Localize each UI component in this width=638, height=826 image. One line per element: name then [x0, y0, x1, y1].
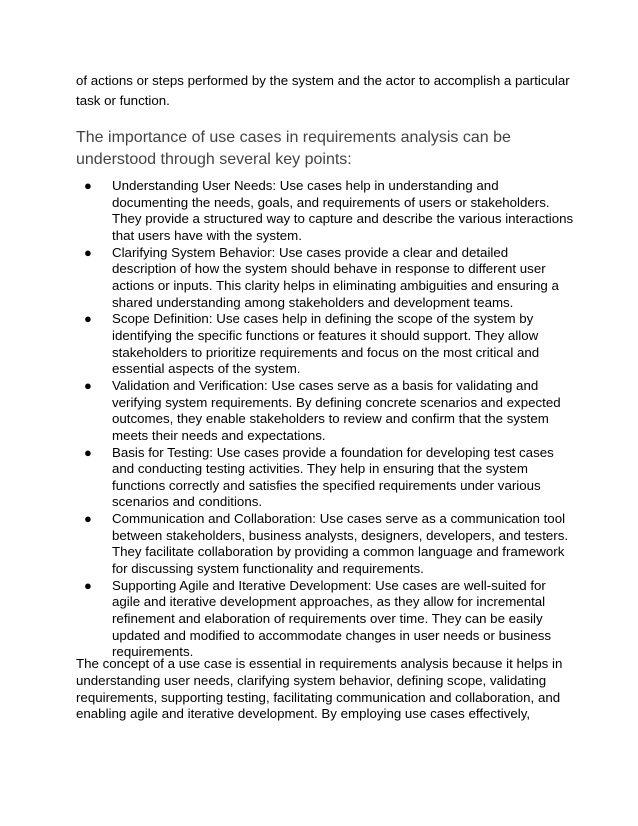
intro-paragraph: of actions or steps performed by the system and the actor to accomplish a particular task or function. [76, 73, 570, 108]
list-item [84, 378, 574, 445]
bullet-icon: ● [84, 178, 92, 193]
list-item-text: Supporting Agile and Iterative Development: Use cases are well-suited for agile and iterative development approaches, as they allow for incremental refinement and elaboration of requirements over time. They can be easily updated and modified to accommodate changes in user needs or business requirements. [112, 577, 552, 660]
list-item [84, 578, 574, 661]
list-item-text: Clarifying System Behavior: Use cases provide a clear and detailed description of how the system should behave in response to different user actions or inputs. This clarity helps in eliminating ambiguities and ensuring a shared understanding among stakeholders and development teams. [112, 244, 559, 310]
bullet-icon: ● [84, 444, 92, 460]
conclusion-paragraph: The concept of a use case is essential in requirements analysis because it helps in understanding user needs, clarifying system behavior, defining scope, validating requirements, supporting testing, facilitating communication and collaboration, and enabling agile and iterative development. By employing use cases effectively, [76, 656, 563, 722]
list-item-text: Validation and Verification: Use cases serve as a basis for validating and verifying system requirements. By defining concrete scenarios and expected outcomes, they enable stakeholders to review and confirm that the system meets their needs and expectations. [112, 377, 561, 443]
bullet-icon: ● [84, 511, 92, 527]
list-item [84, 178, 574, 245]
list-item [84, 445, 574, 512]
list-item [84, 245, 574, 312]
list-item [84, 511, 574, 578]
bullet-icon: ● [84, 311, 92, 327]
list-item [84, 311, 574, 378]
bullet-icon: ● [84, 244, 92, 260]
list-item-text: Basis for Testing: Use cases provide a foundation for developing test cases and conducting testing activities. They help in ensuring that the system functions correctly and satisfies the specified requirements under various scenarios and conditions. [112, 444, 554, 510]
section-heading: The importance of use cases in requirements analysis can be understood through several key points: [76, 129, 511, 168]
list-item-text: Scope Definition: Use cases help in defining the scope of the system by identifying the specific functions or features it should support. They allow stakeholders to prioritize requirements and focus on the most critical and essential aspects of the system. [112, 311, 540, 377]
bullet-icon: ● [84, 577, 92, 593]
list-item-text: Understanding User Needs: Use cases help in understanding and documenting the needs, goals, and requirements of users or stakeholders. They provide a structured way to capture and describe the various interactions that users have with the system. [112, 178, 574, 243]
key-points-list [84, 178, 574, 661]
list-item-text: Communication and Collaboration: Use cases serve as a communication tool between stakeholders, business analysts, designers, developers, and testers. They facilitate collaboration by providing a common language and framework for discussing system functionality and requirements. [112, 511, 569, 577]
bullet-icon: ● [84, 377, 92, 393]
